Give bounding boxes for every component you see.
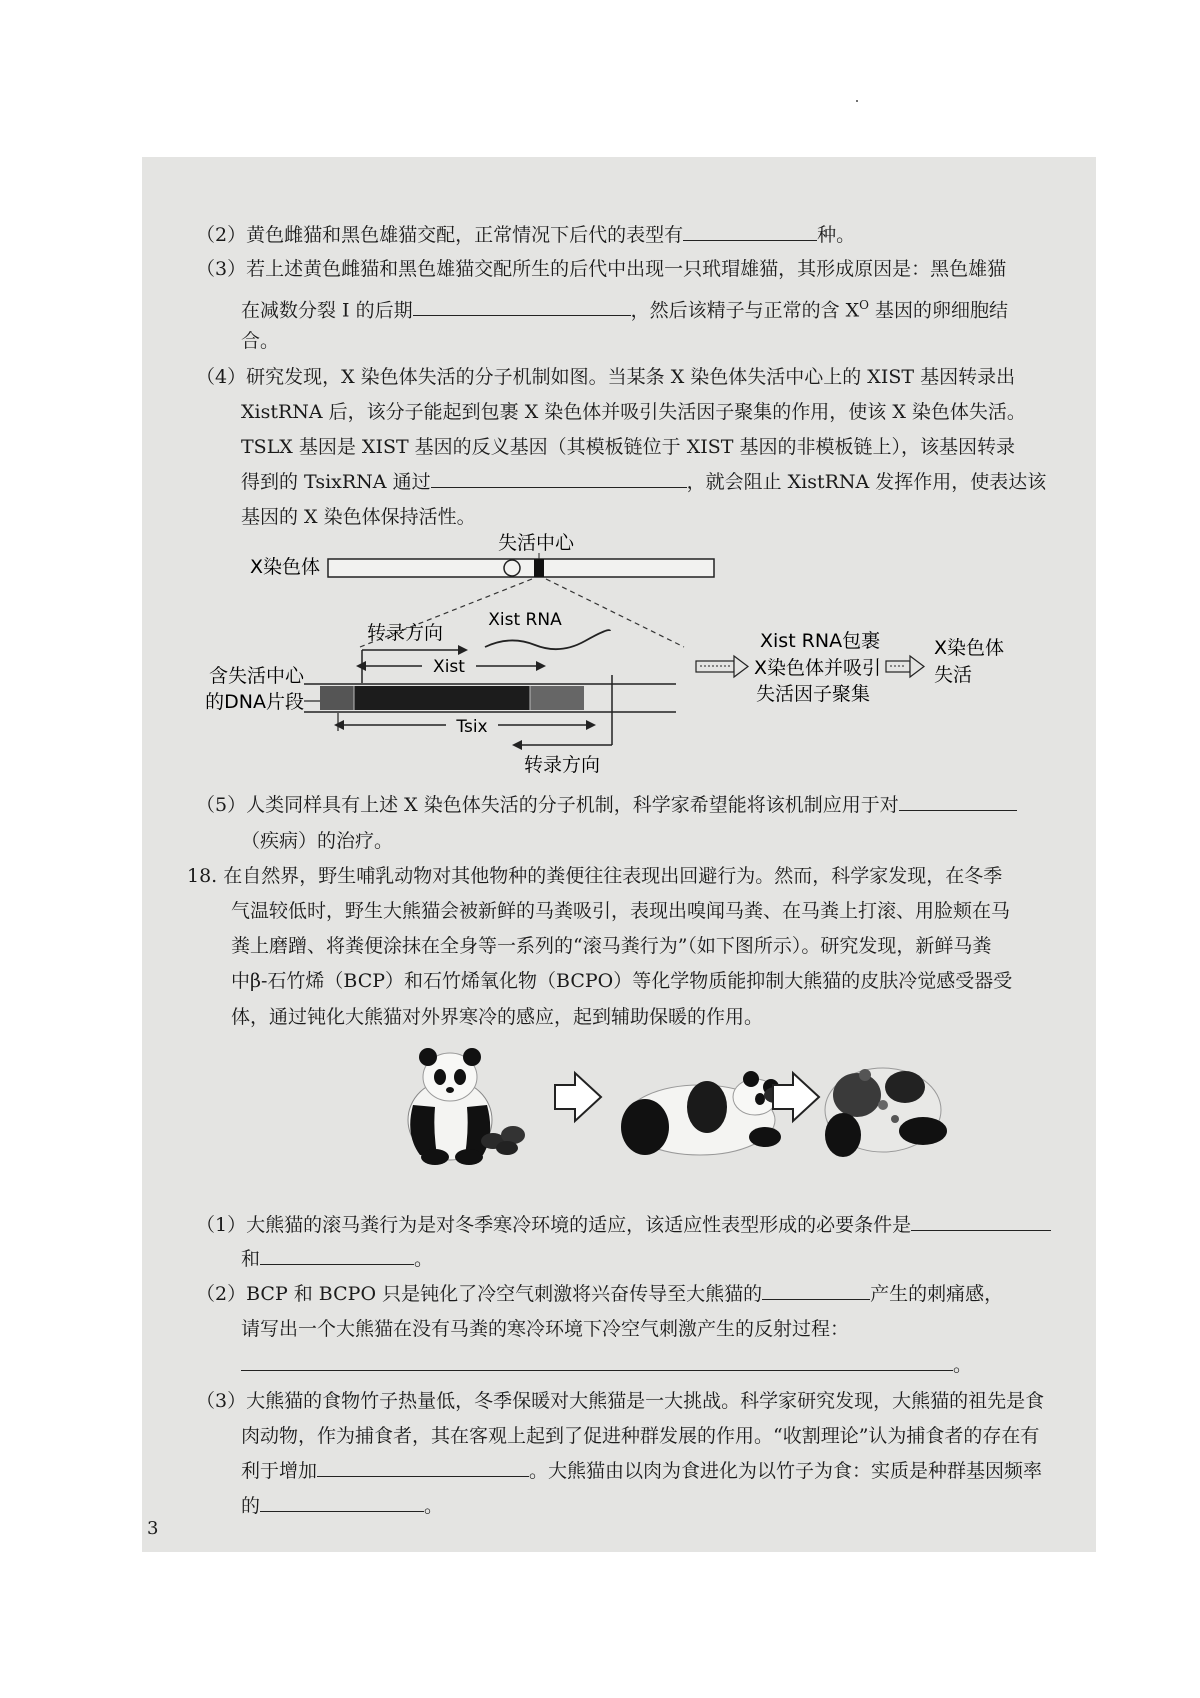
answer-blank[interactable]	[317, 1458, 529, 1477]
step1-line1: Xist RNA包裹	[760, 630, 881, 652]
transcription-direction-top: 转录方向	[366, 622, 444, 644]
panda-rolling-image	[825, 1068, 947, 1157]
speck	[856, 100, 858, 102]
inactivation-center-mark	[534, 559, 544, 577]
transcription-direction-bottom: 转录方向	[523, 754, 601, 776]
q17-part4-line3: TSLX 基因是 XIST 基因的反义基因（其模板链位于 XIST 基因的非模板链上），该基因转录	[241, 436, 1015, 458]
q18-stem-line1: 18. 在自然界，野生哺乳动物对其他物种的粪便往往表现出回避行为。然而，科学家发现，在冬季	[187, 865, 1003, 887]
q18-stem-line4: 中β-石竹烯（BCP）和石竹烯氧化物（BCPO）等化学物质能抑制大熊猫的皮肤冷觉感受器受	[231, 970, 1013, 992]
q18-part3-line1: （3）大熊猫的食物竹子热量低，冬季保暖对大熊猫是一大挑战。科学家研究发现，大熊猫的祖先是食	[196, 1390, 1045, 1412]
q17-part4-line1: （4）研究发现，X 染色体失活的分子机制如图。当某条 X 染色体失活中心上的 XIST 基因转录出	[196, 366, 1016, 388]
xist-rna-wave	[485, 630, 610, 649]
panda-rolling-illustration	[395, 1035, 955, 1170]
inactivation-center-label: 失活中心	[497, 532, 575, 554]
dna-flank-right	[530, 686, 584, 710]
q18-part2-line2: 请写出一个大熊猫在没有马粪的寒冷环境下冷空气刺激产生的反射过程：	[241, 1318, 850, 1340]
sequence-arrow-2	[773, 1073, 819, 1121]
q17-part5-line1: （5）人类同样具有上述 X 染色体失活的分子机制，科学家希望能将该机制应用于对	[196, 792, 1017, 818]
q18-part3-line3: 利于增加 。大熊猫由以肉为食进化为以竹子为食：实质是种群基因频率	[241, 1460, 1043, 1482]
q18-part2-line1: （2）BCP 和 BCPO 只是钝化了冷空气刺激将兴奋传导至大熊猫的 产生的刺痛感，	[196, 1283, 1004, 1305]
q17-part3-line1: （3）若上述黄色雌猫和黑色雄猫交配所生的后代中出现一只玳瑁雄猫，其形成原因是：黑色雄猫	[196, 258, 1007, 280]
q18-part3-line4: 的 。	[241, 1495, 444, 1517]
panda-sitting-image	[408, 1048, 492, 1165]
answer-blank[interactable]	[762, 1281, 870, 1300]
dna-segment-label-1: 含失活中心	[208, 665, 304, 687]
answer-blank[interactable]	[413, 297, 631, 316]
block-arrow-2	[886, 656, 924, 677]
answer-blank[interactable]	[899, 792, 1017, 811]
x-inactivation-diagram	[205, 532, 1005, 776]
q17-part2: （2）黄色雌猫和黑色雄猫交配，正常情况下后代的表型有 种。	[196, 224, 856, 246]
page-number: 3	[147, 1518, 159, 1539]
q18-part2-line3: 。	[241, 1352, 972, 1378]
xist-rna-label: Xist RNA	[488, 610, 562, 630]
zoom-line-right	[546, 579, 684, 647]
q18-part1-line2: 和 。	[241, 1248, 434, 1270]
x-chromosome-bar	[328, 559, 714, 577]
block-arrow-1	[696, 656, 748, 677]
q17-part4-line2: XistRNA 后，该分子能起到包裹 X 染色体并吸引失活因子聚集的作用，使该 X 染色体失活。	[241, 401, 1026, 423]
q17-part5-line2: （疾病）的治疗。	[241, 830, 394, 852]
q18-stem-line2: 气温较低时，野生大熊猫会被新鲜的马粪吸引，表现出嗅闻马粪、在马粪上打滚、用脸颊在马	[231, 900, 1011, 922]
q17-part3-line3: 合。	[241, 330, 280, 352]
step1-line3: 失活因子聚集	[756, 683, 871, 705]
step2-line1: X染色体	[934, 637, 1005, 659]
q17-part4-line4: 得到的 TsixRNA 通过 ，就会阻止 XistRNA 发挥作用，使表达该	[241, 471, 1047, 493]
answer-blank[interactable]	[431, 469, 687, 488]
answer-blank[interactable]	[260, 1246, 414, 1265]
tsix-gene-label: Tsix	[456, 717, 488, 737]
answer-blank[interactable]	[241, 1352, 953, 1371]
panda-lying-image	[621, 1071, 786, 1155]
q18-part3-line2: 肉动物，作为捕食者，其在客观上起到了促进种群发展的作用。“收割理论”认为捕食者的存在有	[241, 1425, 1040, 1447]
q18-stem-line5: 体，通过钝化大熊猫对外界寒冷的感应，起到辅助保暖的作用。	[231, 1006, 764, 1028]
xist-gene-label: Xist	[433, 657, 465, 677]
step2-line2: 失活	[934, 664, 973, 686]
q18-stem-line3: 粪上磨蹭、将粪便涂抹在全身等一系列的“滚马粪行为”（如下图所示）。研究发现，新鲜马粪	[231, 935, 992, 957]
dna-flank-left	[320, 686, 354, 710]
sequence-arrow-1	[555, 1073, 601, 1121]
dna-segment-label-2: 的DNA片段	[205, 691, 304, 713]
x-chromosome-label: X染色体	[249, 556, 320, 578]
answer-blank[interactable]	[260, 1493, 424, 1512]
xist-gene-block	[354, 686, 530, 710]
q18-part1-line1: （1）大熊猫的滚马粪行为是对冬季寒冷环境的适应，该适应性表型形成的必要条件是	[196, 1212, 1051, 1238]
answer-blank[interactable]	[911, 1212, 1051, 1231]
centromere	[504, 560, 520, 576]
q17-part3-line2: 在减数分裂 I 的后期 ，然后该精子与正常的含 $X^O$ 基因的卵细胞结	[241, 298, 1009, 322]
step1-line2: X染色体并吸引	[754, 657, 882, 679]
answer-blank[interactable]	[683, 222, 817, 241]
q17-part4-line5: 基因的 X 染色体保持活性。	[241, 506, 476, 528]
